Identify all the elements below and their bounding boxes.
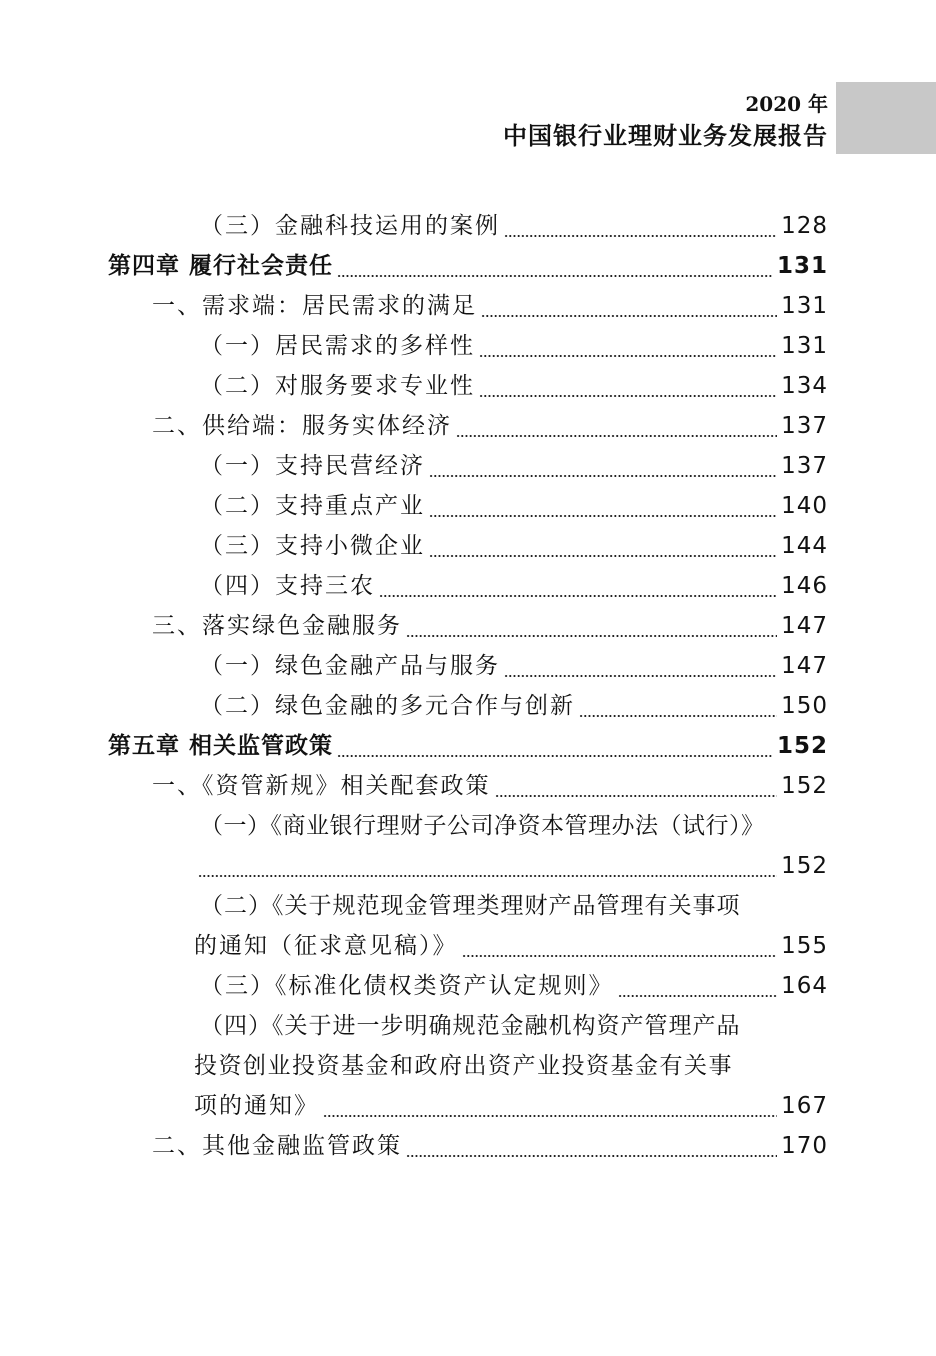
toc-entry-page: 131 (781, 293, 828, 319)
toc-entry-multiline-start[interactable] (0, 806, 936, 846)
toc-leader-dots (337, 246, 773, 286)
toc-leader-dots (481, 286, 777, 326)
toc-leader-dots (579, 686, 777, 726)
toc-leader-dots (479, 366, 777, 406)
toc-entry-page: 134 (781, 373, 828, 399)
toc-entry-multiline-start[interactable] (0, 886, 936, 926)
toc-entry[interactable] (0, 486, 936, 526)
toc-entry[interactable] (0, 566, 936, 606)
toc-entry-label: （二）对服务要求专业性 (200, 373, 475, 399)
toc-entry-label: 一、需求端：居民需求的满足 (152, 293, 477, 319)
toc-entry-label: 二、供给端：服务实体经济 (152, 413, 452, 439)
toc-entry-page: 144 (781, 533, 828, 559)
toc-entry[interactable] (0, 966, 936, 1006)
toc-entry-label: （二）《关于规范现金管理类理财产品管理有关事项 (200, 893, 741, 919)
toc-leader-dots (429, 486, 777, 526)
toc-chapter-entry[interactable] (0, 726, 936, 766)
toc-entry-label: 二、其他金融监管政策 (152, 1133, 402, 1159)
toc-leader-dots (618, 966, 778, 1006)
toc-section-entry[interactable] (0, 406, 936, 446)
toc-entry-page: 131 (776, 253, 828, 279)
toc-entry-label: 的通知（征求意见稿）》 (194, 933, 458, 959)
toc-entry-page: 150 (781, 693, 828, 719)
toc-entry[interactable] (0, 446, 936, 486)
toc-entry-page: 152 (776, 733, 828, 759)
toc-entry-page: 167 (781, 1093, 828, 1119)
header-year: 2020 年 (745, 92, 828, 116)
toc-leader-dots (429, 446, 777, 486)
toc-entry-label: （四）支持三农 (200, 573, 375, 599)
toc-leader-dots (504, 206, 777, 246)
toc-entry-page: 164 (781, 973, 828, 999)
toc-entry-page: 137 (781, 453, 828, 479)
toc-entry-page: 146 (781, 573, 828, 599)
toc-entry-label: （一）居民需求的多样性 (200, 333, 475, 359)
toc-entry-label: （三）《标准化债权类资产认定规则》 (200, 973, 614, 999)
toc-entry-label: （一）《商业银行理财子公司净资本管理办法（试行）》 (200, 813, 765, 839)
toc-entry-label: 第四章 履行社会责任 (108, 253, 334, 279)
toc-section-entry[interactable] (0, 1126, 936, 1166)
toc-entry-label: （三）支持小微企业 (200, 533, 425, 559)
toc-entry[interactable] (0, 326, 936, 366)
toc-leader-dots (198, 846, 777, 886)
toc-leader-dots (479, 326, 777, 366)
toc-entry-label: （二）支持重点产业 (200, 493, 425, 519)
toc-entry-page: 152 (781, 773, 828, 799)
toc-entry-label: （三）金融科技运用的案例 (200, 213, 500, 239)
toc-entry-page: 137 (781, 413, 828, 439)
toc-entry[interactable] (0, 206, 936, 246)
toc-leader-dots (379, 566, 777, 606)
toc-entry-label: （一）绿色金融产品与服务 (200, 653, 500, 679)
toc-leader-dots (406, 606, 777, 646)
toc-entry-page: 147 (781, 653, 828, 679)
toc-entry-continuation[interactable] (0, 846, 936, 886)
toc-entry-continuation[interactable] (0, 926, 936, 966)
toc-entry-page: 147 (781, 613, 828, 639)
toc-entry-page: 131 (781, 333, 828, 359)
toc-leader-dots (456, 406, 777, 446)
header-tab-block (836, 82, 936, 154)
toc-entry-label: （四）《关于进一步明确规范金融机构资产管理产品 (200, 1013, 741, 1039)
toc-entry-label: 第五章 相关监管政策 (108, 733, 334, 759)
toc-entry-page: 155 (781, 933, 828, 959)
toc-entry-label: 项的通知》 (194, 1093, 319, 1119)
toc-entry-continuation[interactable] (0, 1046, 936, 1086)
toc-leader-dots (323, 1086, 777, 1126)
toc-entry-label: （一）支持民营经济 (200, 453, 425, 479)
toc-leader-dots (495, 766, 778, 806)
toc-chapter-entry[interactable] (0, 246, 936, 286)
toc-section-entry[interactable] (0, 286, 936, 326)
toc-entry-page: 140 (781, 493, 828, 519)
toc-entry-page: 128 (781, 213, 828, 239)
toc-entry-continuation[interactable] (0, 1086, 936, 1126)
header-report-title: 中国银行业理财业务发展报告 (503, 121, 828, 150)
toc-leader-dots (337, 726, 773, 766)
toc-leader-dots (462, 926, 778, 966)
toc-entry-label: （二）绿色金融的多元合作与创新 (200, 693, 575, 719)
toc-leader-dots (406, 1126, 777, 1166)
toc-entry-page: 152 (781, 853, 828, 879)
toc-entry-label: 一、《资管新规》相关配套政策 (152, 773, 491, 799)
toc-entry[interactable] (0, 646, 936, 686)
toc-section-entry[interactable] (0, 606, 936, 646)
toc-entry[interactable] (0, 366, 936, 406)
toc-section-entry[interactable] (0, 766, 936, 806)
toc-entry[interactable] (0, 526, 936, 566)
toc-entry-multiline-start[interactable] (0, 1006, 936, 1046)
toc-entry-label: 三、落实绿色金融服务 (152, 613, 402, 639)
toc-entry-label: 投资创业投资基金和政府出资产业投资基金有关事 (194, 1053, 733, 1079)
toc-entry-page: 170 (781, 1133, 828, 1159)
toc-entry[interactable] (0, 686, 936, 726)
toc-leader-dots (504, 646, 777, 686)
toc-leader-dots (429, 526, 777, 566)
